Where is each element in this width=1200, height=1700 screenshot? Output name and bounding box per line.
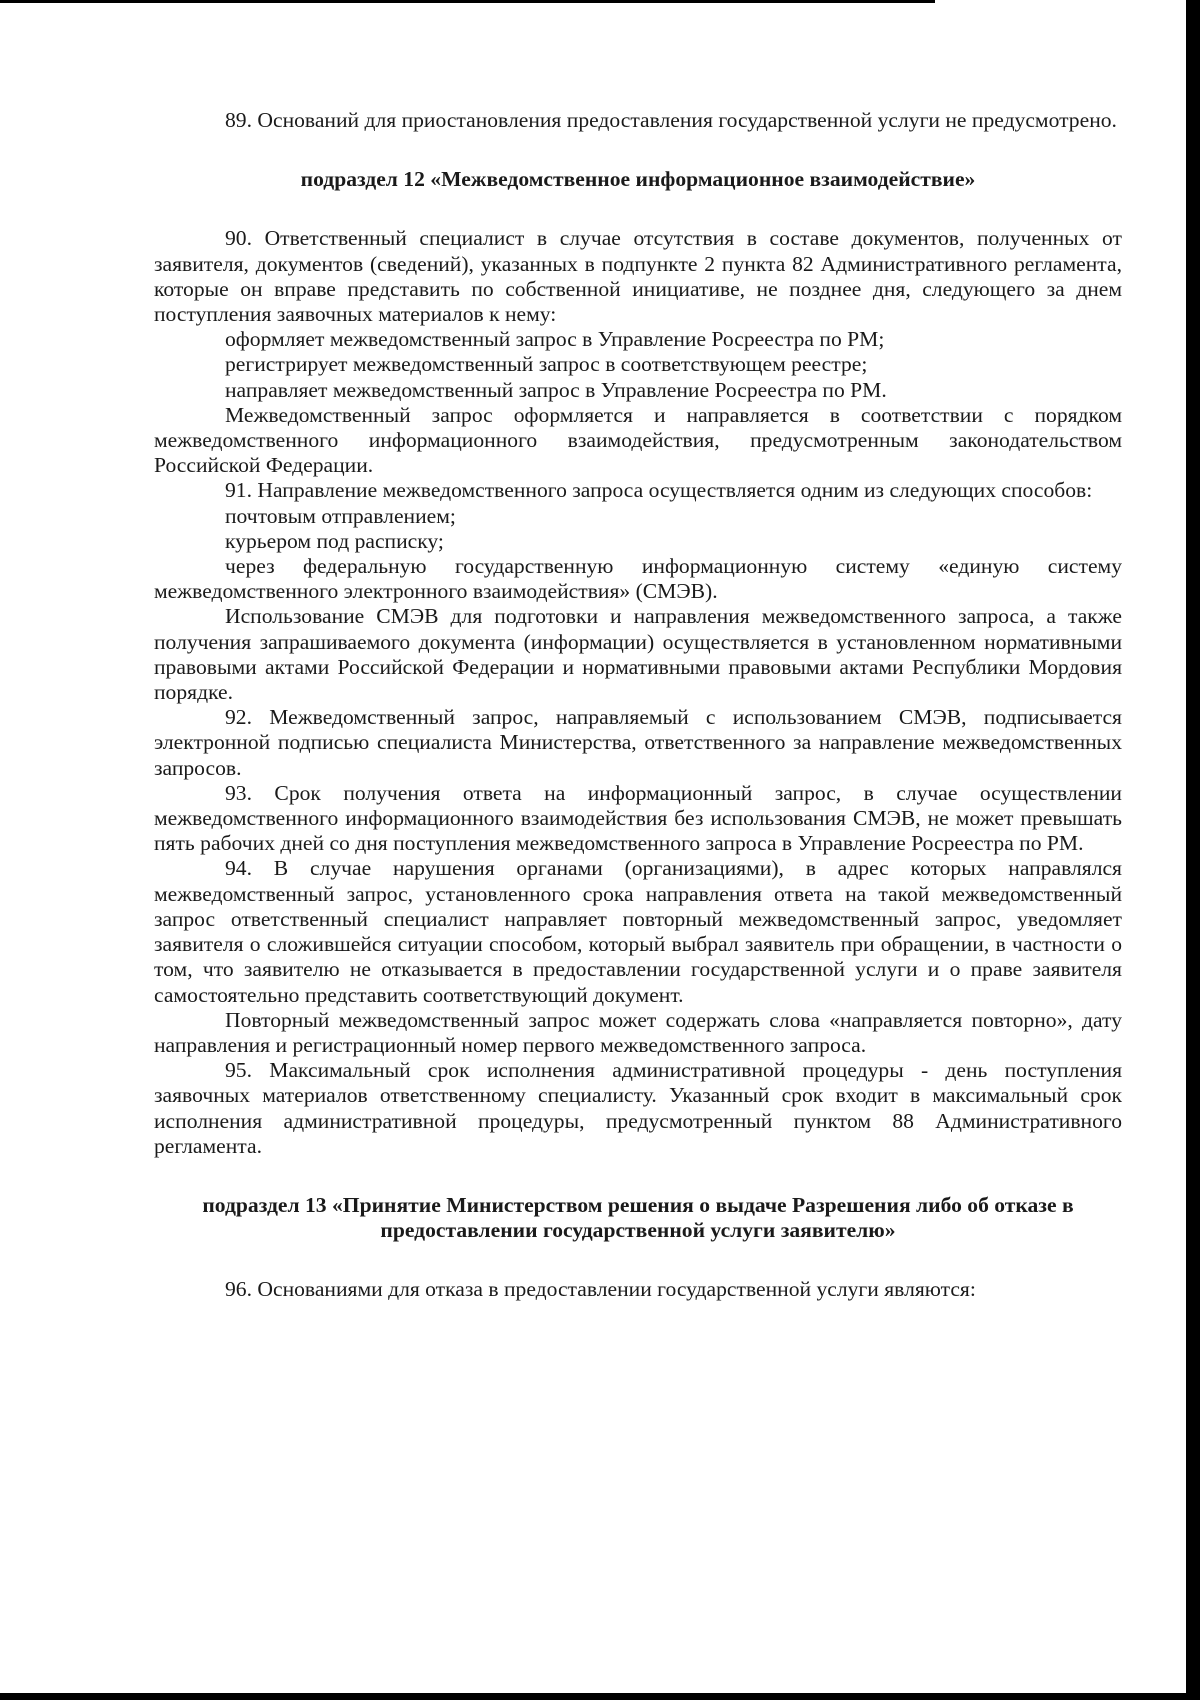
paragraph-91: 91. Направление межведомственного запроса осуществляется одним из следующих способов:	[225, 478, 1093, 503]
paragraph-93: 93. Срок получения ответа на информационный запрос, в случае осуществлении межведомственного информационного взаимодействия без использования СМЭВ, не может превышать пять рабочих дней со дня поступления межведомственного запроса в Управление Росреестра по РМ.	[154, 780, 1122, 856]
paragraph-90-tail: Межведомственный запрос оформляется и направляется в соответствии с порядком межведомственного информационного взаимодействия, предусмотренным законодательством Российской Федерации.	[154, 402, 1122, 478]
paragraph-92: 92. Межведомственный запрос, направляемый с использованием СМЭВ, подписывается электронной подписью специалиста Министерства, ответственного за направление межведомственных запросов.	[154, 705, 1122, 780]
paragraph-91-tail: Использование СМЭВ для подготовки и направления межведомственного запроса, а также получения запрашиваемого документа (информации) осуществляется в установленном нормативными правовыми актами Российской Федерации и нормативными правовыми актами Республики Мордовия порядке.	[154, 604, 1122, 705]
paragraph-90-item-3: направляет межведомственный запрос в Управление Росреестра по РМ.	[225, 377, 887, 402]
paragraph-94: 94. В случае нарушения органами (организациями), в адрес которых направлялся межведомственный запрос, установленного срока направления ответа на такой межведомственный запрос ответственный специалист направляет повторный межведомственный запрос, уведомляет заявителя о сложившейся ситуации способом, который выбрал заявитель при обращении, в частности о том, что заявителю не отказывается в предоставлении государственной услуги и о праве заявителя самостоятельно представить соответствующий документ.	[154, 856, 1122, 1007]
scan-edge-top	[0, 0, 935, 3]
scan-edge-bottom	[0, 1693, 1200, 1700]
document-page	[154, 108, 1122, 1303]
paragraph-91-item-3: через федеральную государственную информационную систему «единую систему межведомственного электронного взаимодействия» (СМЭВ).	[154, 554, 1122, 604]
paragraph-91-item-2: курьером под расписку;	[225, 528, 444, 553]
paragraph-94-tail: Повторный межведомственный запрос может содержать слова «направляется повторно», дату направления и регистрационный номер первого межведомственного запроса.	[154, 1007, 1122, 1057]
paragraph-95: 95. Максимальный срок исполнения административной процедуры - день поступления заявочных материалов ответственному специалисту. Указанный срок входит в максимальный срок исполнения административной процедуры, предусмотренный пунктом 88 Административного регламента.	[154, 1058, 1122, 1158]
paragraph-89: 89. Оснований для приостановления предоставления государственной услуги не предусмотрено.	[225, 108, 1117, 132]
subsection-13-title: подраздел 13 «Принятие Министерством решения о выдаче Разрешения либо об отказе в предоставлении государственной услуги заявителю»	[202, 1192, 1074, 1243]
subsection-12-title: подраздел 12 «Межведомственное информационное взаимодействие»	[300, 167, 976, 192]
scan-edge-right	[1186, 0, 1200, 1700]
paragraph-91-item-1: почтовым отправлением;	[225, 503, 456, 528]
paragraph-96: 96. Основаниями для отказа в предоставлении государственной услуги являются:	[225, 1277, 976, 1302]
paragraph-90: 90. Ответственный специалист в случае отсутствия в составе документов, полученных от заявителя, документов (сведений), указанных в подпункте 2 пункта 82 Административного регламента, которые он вправе представить по собственной инициативе, не позднее дня, следующего за днем поступления заявочных материалов к нему:	[154, 226, 1122, 327]
paragraph-90-item-1: оформляет межведомственный запрос в Управление Росреестра по РМ;	[225, 327, 885, 352]
paragraph-90-item-2: регистрирует межведомственный запрос в соответствующем реестре;	[225, 352, 868, 377]
